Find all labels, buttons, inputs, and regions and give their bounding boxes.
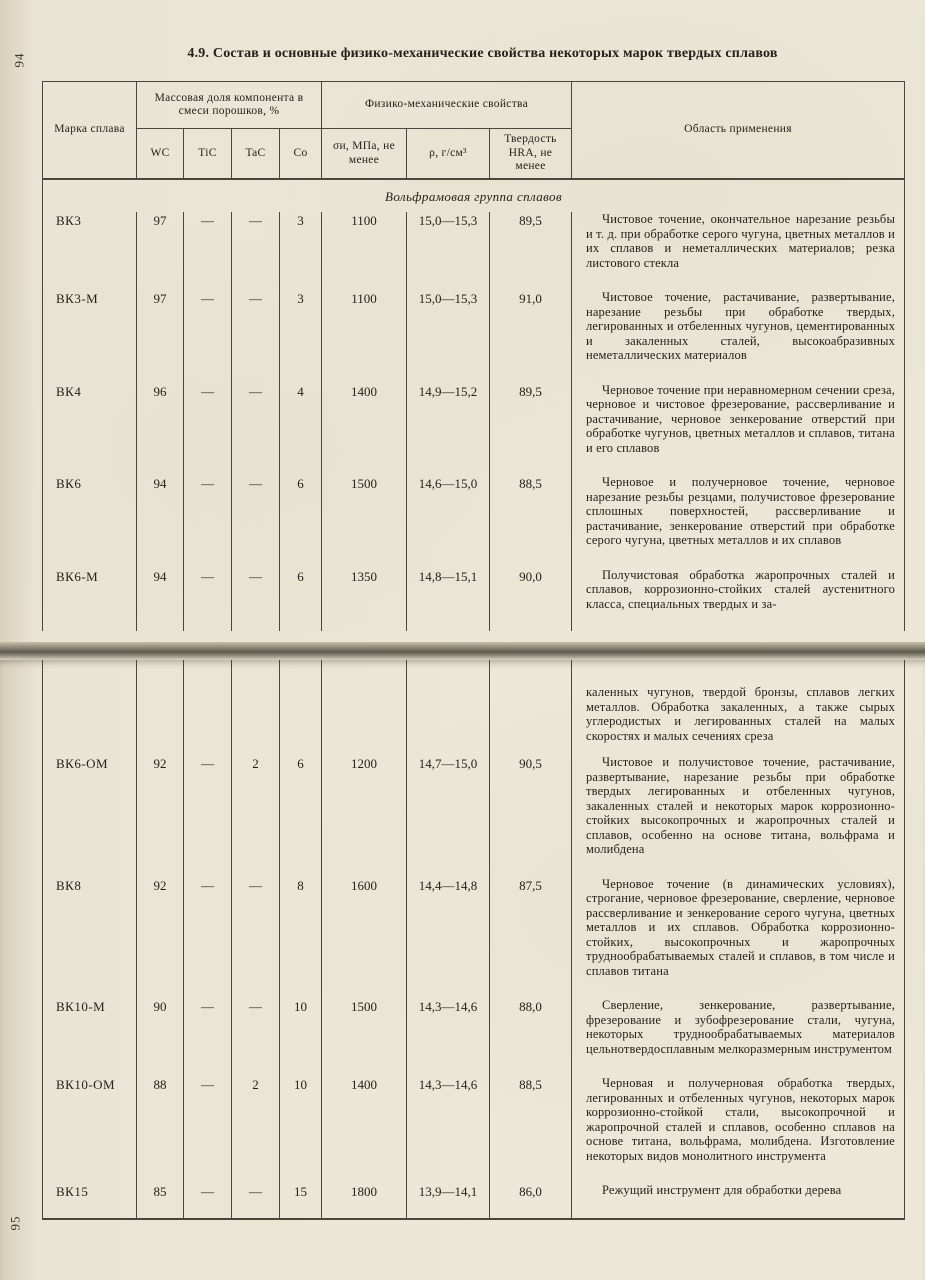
cell-hardness: 90,0 bbox=[489, 568, 571, 632]
table-row bbox=[43, 212, 904, 290]
cell-application: Черновая и получерновая обработка твердых, легированных и отбеленных чугунов, некоторых марок коррозионно-стойкой стали, высокопрочной и жаропрочной сталей и сплавов, особенно сплавов на основе титана, вольфрама, молибдена. Изготовление некоторых видов монолитного инструмента bbox=[571, 1076, 904, 1183]
cell-hardness: 89,5 bbox=[489, 383, 571, 476]
cell-hardness: 88,5 bbox=[489, 475, 571, 568]
header-sigma: σи, МПа, не менее bbox=[321, 129, 406, 178]
header-hardness: Твердость HRA, не менее bbox=[489, 129, 571, 178]
cell-density: 14,3—14,6 bbox=[406, 1076, 489, 1183]
header-properties-group: Физико-механические свойства bbox=[321, 82, 571, 129]
cell-sigma: 1350 bbox=[321, 568, 406, 632]
cell-co: 6 bbox=[279, 755, 321, 877]
cell-co: 15 bbox=[279, 1183, 321, 1218]
header-composition-group: Массовая доля компонента в смеси порошков, % bbox=[136, 82, 321, 129]
cell-density: 14,8—15,1 bbox=[406, 568, 489, 632]
table-row bbox=[43, 1076, 904, 1183]
cell-tic: — bbox=[183, 998, 231, 1076]
cell-wc: 96 bbox=[136, 383, 183, 476]
cell-hardness: 87,5 bbox=[489, 877, 571, 999]
cell-tac: 2 bbox=[231, 1076, 279, 1183]
cell-tic bbox=[183, 660, 231, 755]
header-grade: Марка сплава bbox=[54, 123, 125, 136]
cell-application: Черновое и получерновое точение, черновое нарезание резьбы резцами, получистовое фрезерование сплошных поверхностей, рассверливание и растачивание, зенкерование отверстий при обработке серого чугуна, цветных металлов и их сплавов bbox=[571, 475, 904, 568]
table-header bbox=[43, 82, 904, 180]
cell-tac: 2 bbox=[231, 755, 279, 877]
cell-sigma: 1400 bbox=[321, 1076, 406, 1183]
header-application: Область применения bbox=[571, 82, 904, 178]
header-tic: TiC bbox=[183, 129, 231, 178]
cell-co: 6 bbox=[279, 568, 321, 632]
page-fold bbox=[0, 642, 925, 660]
cell-tac: — bbox=[231, 383, 279, 476]
cell-application: Чистовое точение, окончательное нарезание резьбы и т. д. при обработке серого чугуна, цветных металлов и их сплавов и неметаллических материалов; резка листового стекла bbox=[571, 212, 904, 290]
cell-grade: ВК3-М bbox=[56, 291, 99, 306]
table-row bbox=[43, 475, 904, 568]
cell-wc: 97 bbox=[136, 212, 183, 290]
cell-co: 3 bbox=[279, 290, 321, 383]
table-row bbox=[43, 290, 904, 383]
table-row bbox=[43, 568, 904, 632]
cell-co: 8 bbox=[279, 877, 321, 999]
continuation-row bbox=[43, 660, 904, 755]
cell-tic: — bbox=[183, 475, 231, 568]
cell-sigma: 1500 bbox=[321, 998, 406, 1076]
header-wc: WC bbox=[136, 129, 183, 178]
cell-sigma: 1800 bbox=[321, 1183, 406, 1218]
cell-application: Получистовая обработка жаропрочных сталей и сплавов, коррозионно-стойких сталей аустенитного класса, специальных твердых и за- bbox=[571, 568, 904, 632]
cell-density bbox=[406, 660, 489, 755]
cell-tac: — bbox=[231, 877, 279, 999]
cell-sigma: 1100 bbox=[321, 212, 406, 290]
cell-application: Чистовое точение, растачивание, развертывание, нарезание резьбы при обработке твердых, легированных и отбеленных чугунов, цементированных и закаленных сталей, высокоабразивных неметаллических материалов bbox=[571, 290, 904, 383]
cell-grade: ВК3 bbox=[56, 213, 82, 228]
cell-grade: ВК6-М bbox=[56, 568, 99, 584]
page-95 bbox=[0, 660, 925, 1280]
cell-density: 13,9—14,1 bbox=[406, 1183, 489, 1218]
cell-co bbox=[279, 660, 321, 755]
table-top-body bbox=[43, 212, 904, 631]
cell-density: 14,4—14,8 bbox=[406, 877, 489, 999]
table-row bbox=[43, 1183, 904, 1218]
cell-tic: — bbox=[183, 755, 231, 877]
cell-application: Режущий инструмент для обработки дерева bbox=[571, 1183, 904, 1218]
cell-tic: — bbox=[183, 877, 231, 999]
cell-sigma bbox=[321, 660, 406, 755]
header-co: Co bbox=[279, 129, 321, 178]
cell-wc: 92 bbox=[136, 877, 183, 999]
page-number-bottom: 95 bbox=[7, 1215, 23, 1231]
cell-tic: — bbox=[183, 1076, 231, 1183]
cell-grade: ВК8 bbox=[56, 877, 82, 893]
cell-application: Черновое точение при неравномерном сечении среза, черновое и чистовое фрезерование, рассверливание и растачивание, черновое зенкерование отверстий при обработке чугунов, цветных металлов и сплавов, титана и его сплавов bbox=[571, 383, 904, 476]
cell-hardness: 89,5 bbox=[489, 212, 571, 290]
cell-tac bbox=[231, 660, 279, 755]
table-row bbox=[43, 383, 904, 476]
cell-grade: ВК4 bbox=[56, 383, 82, 399]
cell-co: 10 bbox=[279, 998, 321, 1076]
cell-hardness: 88,5 bbox=[489, 1076, 571, 1183]
cell-density: 15,0—15,3 bbox=[406, 212, 489, 290]
cell-tic: — bbox=[183, 212, 231, 290]
cell-wc: 85 bbox=[136, 1183, 183, 1218]
cell-application: Чистовое и получистовое точение, растачивание, развертывание, нарезание резьбы при обработке твердых легированных и отбеленных чугунов, закаленных сталей и некоторых марок коррозионно-стойких высокопрочных и жаропрочных сталей и сплавов, особенно на основе титана, вольфрама и молибдена bbox=[571, 755, 904, 877]
group-label: Вольфрамовая группа сплавов bbox=[384, 189, 562, 204]
cell-hardness: 91,0 bbox=[489, 290, 571, 383]
cell-hardness: 90,5 bbox=[489, 755, 571, 877]
cell-sigma: 1500 bbox=[321, 475, 406, 568]
cell-co: 6 bbox=[279, 475, 321, 568]
cell-density: 14,6—15,0 bbox=[406, 475, 489, 568]
cell-co: 10 bbox=[279, 1076, 321, 1183]
cell-co: 4 bbox=[279, 383, 321, 476]
cell-hardness bbox=[489, 660, 571, 755]
cell-sigma: 1200 bbox=[321, 755, 406, 877]
table-title: 4.9. Состав и основные физико-механические свойства некоторых марок твердых сплавов bbox=[187, 46, 778, 61]
cell-density: 14,3—14,6 bbox=[406, 998, 489, 1076]
cell-tac: — bbox=[231, 998, 279, 1076]
cell-hardness: 86,0 bbox=[489, 1183, 571, 1218]
table-bottom-body bbox=[43, 755, 904, 1218]
cell-tac: — bbox=[231, 212, 279, 290]
cell-sigma: 1100 bbox=[321, 290, 406, 383]
cell-tac: — bbox=[231, 568, 279, 632]
cell-grade: ВК10-М bbox=[56, 999, 106, 1014]
table-row bbox=[43, 877, 904, 999]
cell-wc: 94 bbox=[136, 475, 183, 568]
cell-wc: 94 bbox=[136, 568, 183, 632]
cell-application: Сверление, зенкерование, развертывание, фрезерование и зубофрезерование стали, чугуна, некоторых труднообрабатываемых материалов цельнотвердосплавным мелкоразмерным инструментом bbox=[571, 998, 904, 1076]
cell-grade: ВК10-ОМ bbox=[56, 1077, 116, 1092]
cell-tic: — bbox=[183, 290, 231, 383]
cell-hardness: 88,0 bbox=[489, 998, 571, 1076]
cell-wc bbox=[136, 660, 183, 755]
cell-grade: ВК15 bbox=[56, 1184, 89, 1199]
table-row bbox=[43, 998, 904, 1076]
cell-wc: 92 bbox=[136, 755, 183, 877]
cell-tac: — bbox=[231, 475, 279, 568]
table-row bbox=[43, 755, 904, 877]
table-top bbox=[42, 81, 905, 631]
cell-grade: ВК6 bbox=[56, 476, 82, 491]
cell-grade: ВК6-ОМ bbox=[56, 756, 109, 771]
cell-tac: — bbox=[231, 290, 279, 383]
cell-application: Черновое точение (в динамических условиях), строгание, черновое фрезерование, сверление, черновое рассверливание и зенкерование серого чугуна, цветных металлов и их сплавов. Обработка коррозионно-стойких, высокопрочных и жаропрочных труднообрабатываемых сталей и сплавов, в том числе и сплавов титана bbox=[571, 877, 904, 999]
cell-wc: 90 bbox=[136, 998, 183, 1076]
header-tac: TaC bbox=[231, 129, 279, 178]
cell-tac: — bbox=[231, 1183, 279, 1218]
cell-sigma: 1400 bbox=[321, 383, 406, 476]
header-density: ρ, г/см³ bbox=[406, 129, 489, 178]
cell-density: 14,7—15,0 bbox=[406, 755, 489, 877]
cell-tic: — bbox=[183, 383, 231, 476]
cell-application-continuation: каленных чугунов, твердой бронзы, сплавов легких металлов. Обработка закаленных, а также сырых углеродистых и легированных сталей на малых скоростях и малых сечениях среза bbox=[571, 660, 904, 755]
cell-density: 14,9—15,2 bbox=[406, 383, 489, 476]
cell-wc: 88 bbox=[136, 1076, 183, 1183]
cell-grade bbox=[43, 660, 136, 755]
cell-sigma: 1600 bbox=[321, 877, 406, 999]
cell-tic: — bbox=[183, 1183, 231, 1218]
table-bottom bbox=[42, 660, 905, 1220]
cell-density: 15,0—15,3 bbox=[406, 290, 489, 383]
cell-tic: — bbox=[183, 568, 231, 632]
page-number-top: 94 bbox=[11, 52, 27, 68]
cell-co: 3 bbox=[279, 212, 321, 290]
cell-wc: 97 bbox=[136, 290, 183, 383]
